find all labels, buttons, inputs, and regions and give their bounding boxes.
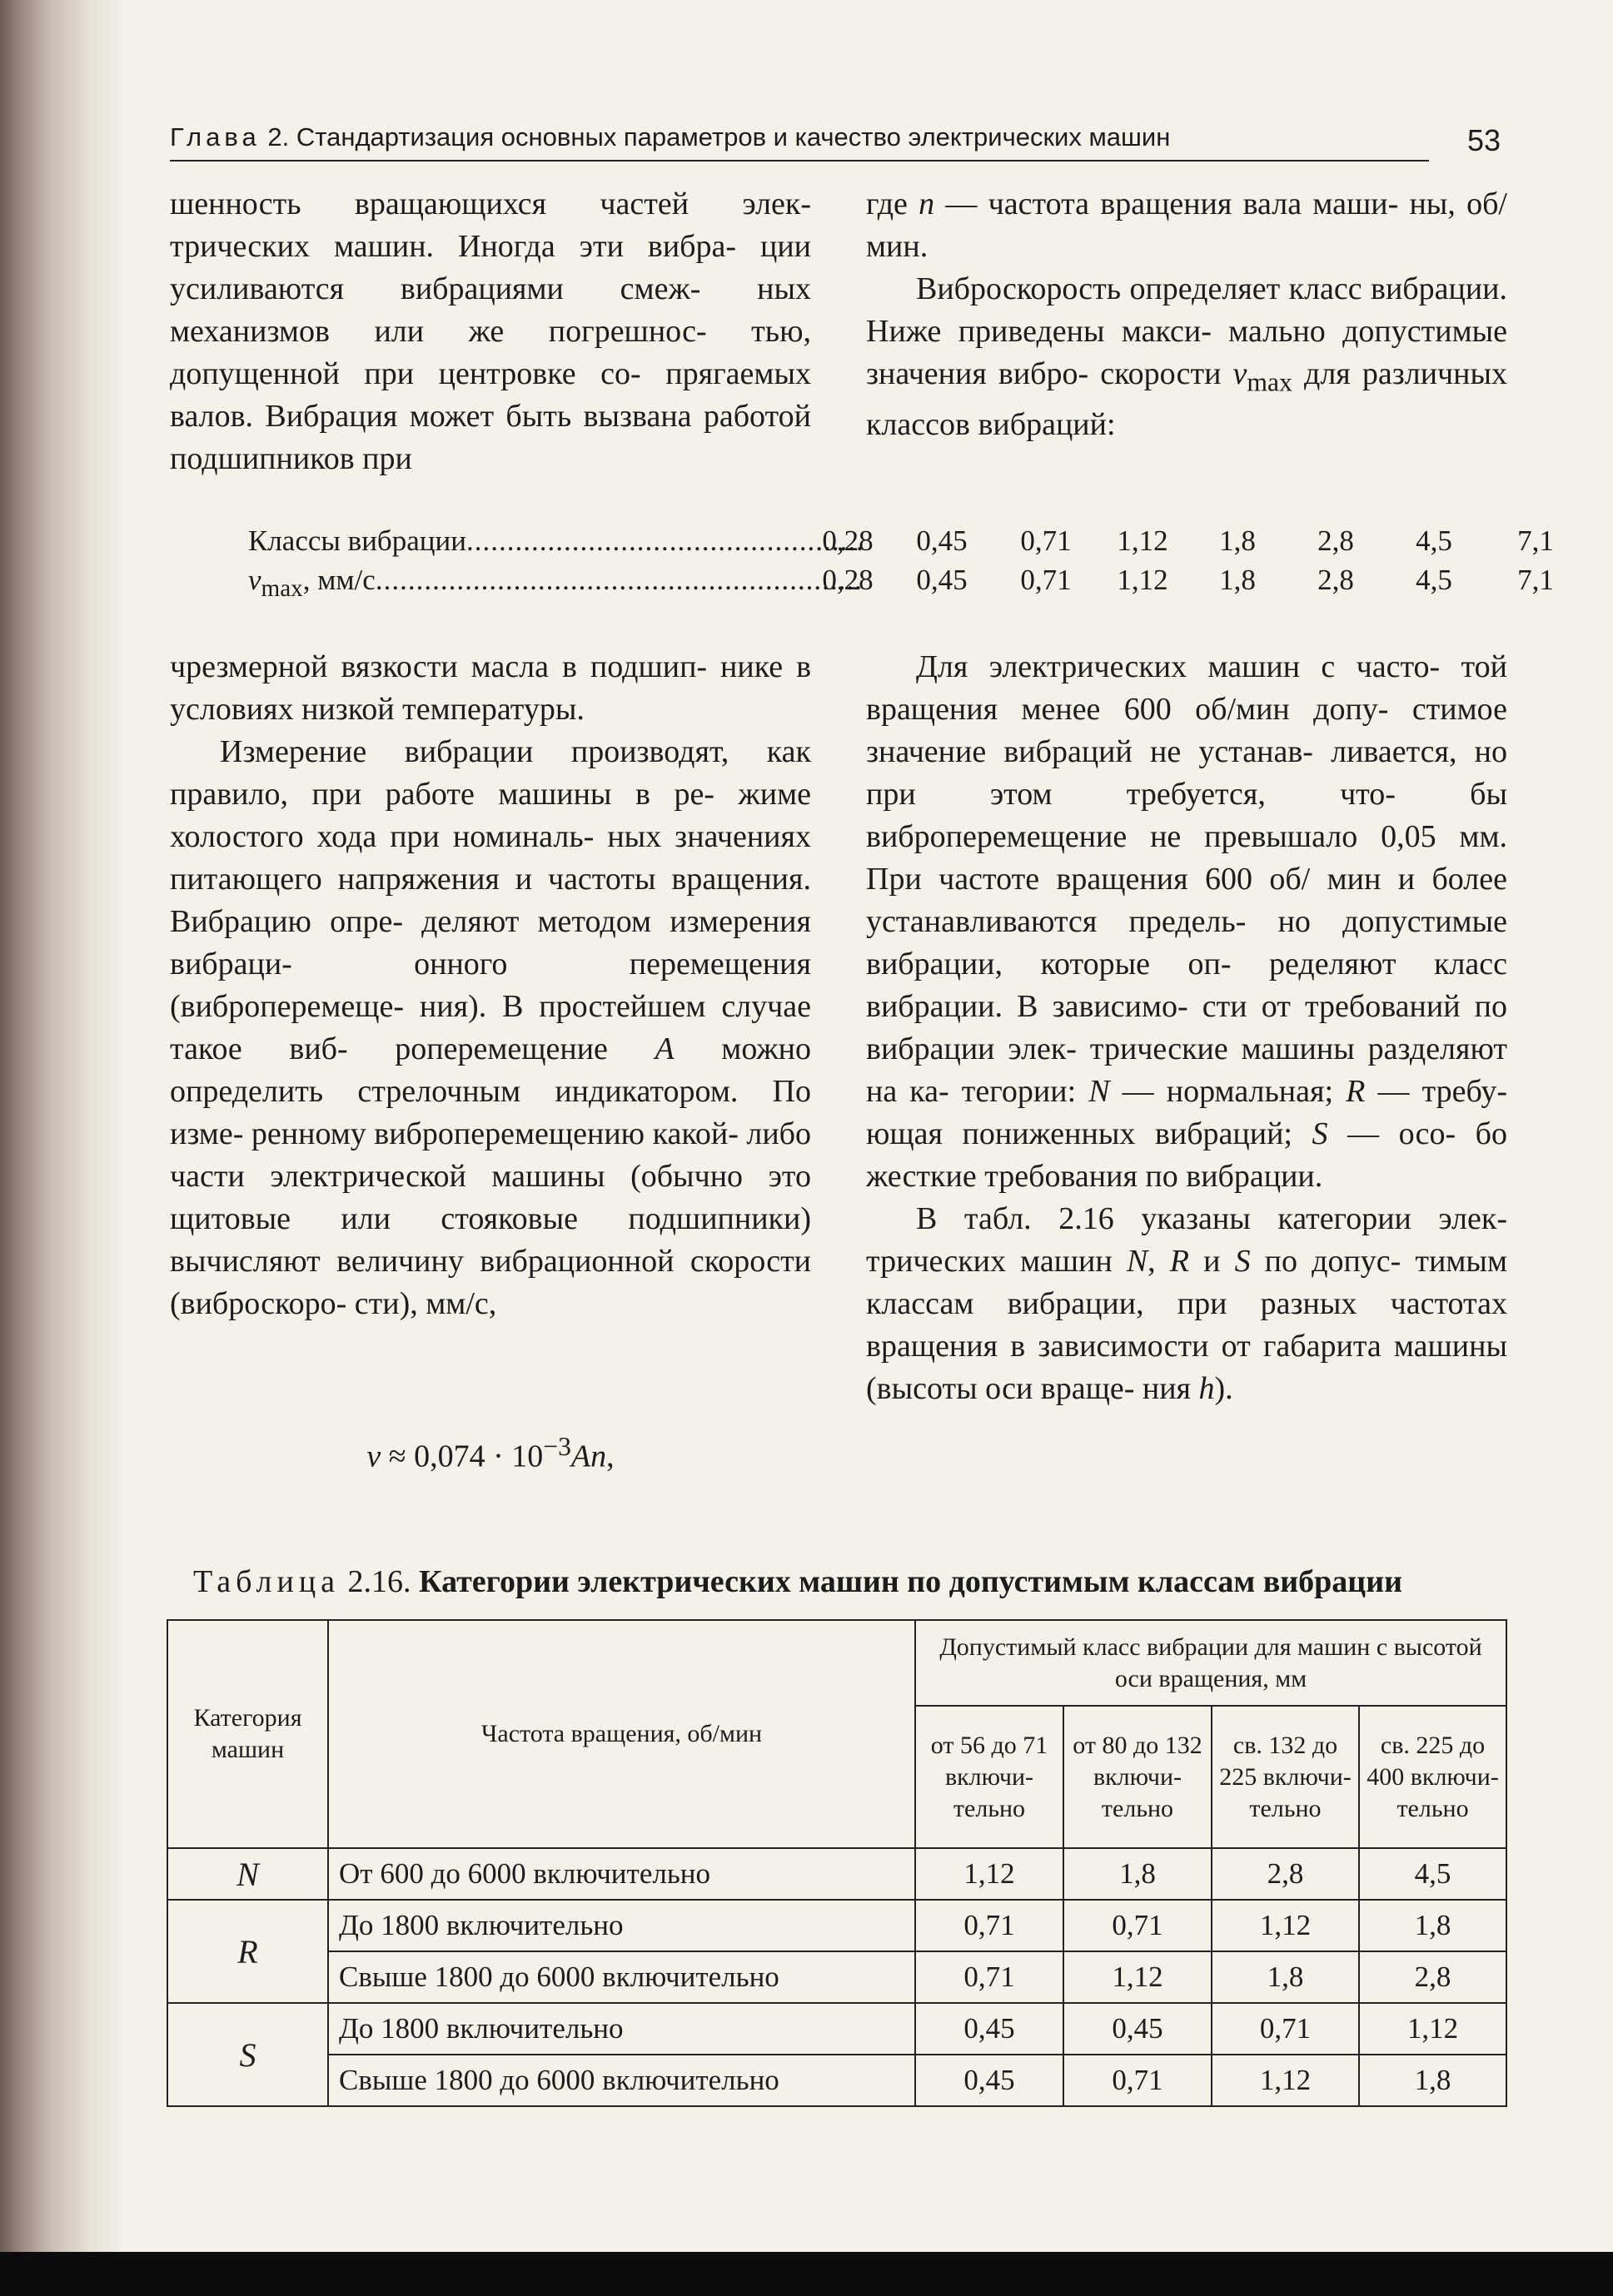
table-row (167, 2055, 1506, 2106)
text-line: но допустимые вибрации, которые оп- (866, 904, 1507, 982)
text-run: ). (1214, 1371, 1233, 1406)
value-cell: 1,8 (1063, 1848, 1212, 1900)
value-cell: 2,8 (1212, 1848, 1359, 1900)
value-cell: 0,28 (822, 524, 874, 557)
row-label (248, 521, 864, 560)
value-cell: 0,71 (1020, 564, 1072, 596)
text-run: — нормальная; (1109, 1074, 1347, 1109)
text-line: трические машины разделяют на ка- (866, 1031, 1507, 1109)
category-r: R (1169, 1244, 1189, 1279)
category-r: R (1346, 1074, 1366, 1109)
formula-exponent: −3 (543, 1432, 571, 1461)
text-line: В табл. 2.16 указаны категории элек- (916, 1201, 1507, 1236)
text-line: стимое значение вибраций не устанав- (866, 692, 1507, 769)
value-cell: 7,1 (1517, 564, 1554, 596)
variable-n: n (919, 186, 935, 221)
text-line: 0,05 мм. При частоте вращения 600 об/ (866, 819, 1508, 897)
text-line: вибрации. Ниже приведены макси- (866, 271, 1508, 349)
text-line: трических машин. Иногда эти вибра- (170, 229, 737, 264)
subscript-max: max (261, 575, 303, 602)
text-line: онного перемещения (виброперемеще- (170, 947, 811, 1024)
value-cell: 4,5 (1416, 564, 1452, 596)
category-cell: S (167, 2003, 328, 2106)
paragraph (170, 183, 811, 480)
text-run: — осо- (1327, 1116, 1456, 1151)
value-cell: 0,28 (822, 564, 874, 596)
text-line: тимым классам вибрации, при разных (866, 1244, 1507, 1321)
frequency-cell: Свыше 1800 до 6000 включительно (328, 2055, 915, 2106)
value-cell: 0,71 (1212, 2003, 1359, 2055)
variable-v: v (1232, 356, 1247, 391)
text-line: ренному виброперемещению какой- (251, 1116, 739, 1151)
text-run: и (1189, 1244, 1235, 1279)
text-line: мин и более устанавливаются предель- (866, 862, 1507, 939)
text-run: ны, об/мин. (866, 186, 1507, 264)
table-row (167, 1900, 1506, 1951)
text-run: скорости (1100, 356, 1233, 391)
table-caption (193, 1558, 1526, 1605)
text-run: по допус- (1250, 1244, 1401, 1279)
row-label (248, 560, 864, 609)
text-run: можно определить (170, 1031, 811, 1109)
value-cell: 0,71 (1020, 524, 1072, 557)
value-cell: 0,71 (915, 1951, 1063, 2003)
value-cell: 2,8 (1317, 524, 1354, 557)
value-cell: 4,5 (1416, 524, 1452, 557)
text-line: Измерение вибрации производят, (220, 734, 729, 769)
running-head (170, 115, 1429, 162)
paragraph (170, 646, 811, 731)
text-line: прягаемых валов. Вибрация может быть (170, 356, 811, 434)
text-line: деляют методом измерения вибраци- (170, 904, 811, 982)
paragraph (866, 646, 1507, 1198)
header-allowed-class: Допустимый класс вибрации для машин с высотой оси вращения, мм (915, 1620, 1506, 1706)
header-frequency: Частота вращения, об/мин (328, 1620, 915, 1848)
label-text (248, 560, 376, 609)
text-run: тегории: (961, 1074, 1089, 1109)
leader-dots (376, 560, 864, 609)
variable-h: h (1198, 1371, 1215, 1406)
table-row (167, 2003, 1506, 2055)
column-right-top (866, 183, 1507, 446)
variable-a: A (655, 1031, 675, 1066)
paragraph (866, 183, 1507, 268)
frequency-cell: Свыше 1800 до 6000 включительно (328, 1951, 915, 2003)
text-line: мально допустимые значения вибро- (866, 314, 1508, 391)
text-run: трических машин (866, 1244, 1127, 1279)
value-cell: 2,8 (1317, 564, 1354, 596)
text-run: — частота вращения вала маши- (934, 186, 1399, 221)
vibration-row-vmax (170, 560, 1554, 602)
category-n: N (1126, 1244, 1148, 1279)
text-line: ции усиливаются вибрациями смеж- (170, 229, 811, 306)
column-left-top (170, 183, 811, 480)
text-line: ных значениях питающего напряжения (170, 819, 811, 897)
vibration-row-classes (170, 521, 1554, 560)
value-cell: 2,8 (1359, 1951, 1506, 2003)
subheader-height-range: св. 132 до 225 включи-тельно (1212, 1706, 1359, 1848)
paragraph (866, 1198, 1507, 1410)
text-run: ющая пониженных вибраций; (866, 1116, 1312, 1151)
text-line: подшипники) вычисляют величину (170, 1201, 811, 1279)
vibration-class-table (170, 521, 1554, 602)
text-line: той вращения менее 600 об/мин допу- (866, 649, 1507, 727)
table-caption-number: 2.16. (340, 1564, 420, 1599)
text-line: либо части электрической машины (170, 1116, 812, 1194)
text-run: роперемещение (395, 1031, 655, 1066)
category-s: S (1234, 1244, 1251, 1279)
text-run: — требу- (1365, 1074, 1508, 1109)
page-number: 53 (1467, 123, 1501, 157)
paragraph (866, 268, 1507, 446)
unit-text: , мм/с (302, 564, 376, 596)
frequency-cell: До 1800 включительно (328, 1900, 915, 1951)
subheader-height-range: св. 225 до 400 включи-тельно (1359, 1706, 1506, 1848)
value-cell: 0,45 (916, 564, 968, 596)
value-cell: 1,8 (1359, 2055, 1506, 2106)
text-line: нике в условиях низкой температуры. (170, 649, 812, 727)
value-cell: 7,1 (1517, 524, 1554, 557)
scan-bottom-edge (0, 2252, 1613, 2296)
paragraph (170, 731, 811, 1325)
velocity-formula (170, 1422, 811, 1472)
formula-lhs: v (366, 1439, 381, 1474)
formula-tail: , (606, 1439, 615, 1474)
subheader-height-range: от 80 до 132 включи-тельно (1063, 1706, 1212, 1848)
value-cell: 0,45 (915, 2055, 1063, 2106)
text-line: (обычно это щитовые или стояковые (170, 1159, 811, 1236)
value-cell: 1,12 (1117, 564, 1168, 596)
text-line: стрелочным индикатором. По изме- (170, 1074, 811, 1151)
category-n: N (1088, 1074, 1110, 1109)
text-line: Виброскорость определяет класс (916, 271, 1362, 306)
text-line: ливается, но при этом требуется, что- (866, 734, 1508, 812)
column-left-bottom (170, 646, 811, 1325)
text-line: чрезмерной вязкости масла в подшип- (170, 649, 708, 684)
text-line: бы виброперемещение не превышало (866, 777, 1507, 854)
header-category: Категория машин (167, 1620, 328, 1848)
value-cell: 0,45 (916, 524, 968, 557)
value-cell: 1,8 (1212, 1951, 1359, 2003)
text-line: бо жесткие требования по вибрации. (866, 1116, 1508, 1194)
text-line: как правило, при работе машины в ре- (170, 734, 811, 812)
value-cell: 1,8 (1359, 1900, 1506, 1951)
value-cell: 0,45 (915, 2003, 1063, 2055)
value-cell: 1,12 (1359, 2003, 1506, 2055)
text-line: сти от требований по вибрации элек- (866, 989, 1508, 1066)
text-line: вызвана работой подшипников при (170, 399, 811, 476)
text-line: тью, допущенной при центровке со- (170, 314, 811, 391)
text-line: ных механизмов или же погрешнос- (170, 271, 812, 349)
value-cell: 1,12 (1117, 524, 1168, 557)
category-cell: R (167, 1900, 328, 2003)
variable-v: v (248, 564, 261, 596)
text-line: и частоты вращения. Вибрацию опре- (170, 862, 811, 939)
chapter-label: Глава (170, 122, 261, 152)
value-cell: 0,71 (915, 1900, 1063, 1951)
value-cell: 0,45 (1063, 2003, 1212, 2055)
text-run: ния (1142, 1371, 1199, 1406)
text-run: для различных классов (866, 356, 1508, 442)
text-line: ния). В простейшем случае такое виб- (170, 989, 811, 1066)
value-cell: 1,12 (1063, 1951, 1212, 2003)
value-cell: 0,71 (1063, 2055, 1212, 2106)
value-cell: 0,71 (1063, 1900, 1212, 1951)
vibration-category-table (167, 1619, 1507, 2107)
value-cell: 4,5 (1359, 1848, 1506, 1900)
text-line: частотах вращения в зависимости от (866, 1286, 1507, 1364)
value-cell: 1,12 (1212, 2055, 1359, 2106)
table-caption-title: Категории электрических машин по допустимым классам вибрации (419, 1564, 1402, 1599)
subheader-height-range: от 56 до 71 включи-тельно (915, 1706, 1063, 1848)
table-row (167, 1951, 1506, 2003)
book-spine-shadow (0, 0, 125, 2296)
text-line: габарита машины (высоты оси враще- (866, 1329, 1508, 1406)
text-run: , (1148, 1244, 1170, 1279)
frequency-cell: До 1800 включительно (328, 2003, 915, 2055)
category-cell: N (167, 1848, 328, 1900)
text-line: вибраций: (978, 406, 1116, 442)
leader-dots (466, 521, 864, 560)
subscript-max: max (1247, 367, 1292, 397)
formula-rhs: An (570, 1439, 607, 1474)
text-line: ределяют класс вибрации. В зависимо- (866, 947, 1508, 1024)
text-line: шенность вращающихся частей элек- (170, 186, 811, 221)
table-row (167, 1848, 1506, 1900)
value-cell: 1,12 (1212, 1900, 1359, 1951)
table-caption-label: Таблица (193, 1564, 341, 1599)
frequency-cell: От 600 до 6000 включительно (328, 1848, 915, 1900)
value-cell: 1,8 (1219, 524, 1256, 557)
text-line: Для электрических машин с часто- (916, 649, 1441, 684)
chapter-title: 2. Стандартизация основных параметров и качество электрических машин (267, 122, 1171, 152)
text-run: где (866, 186, 919, 221)
column-right-bottom (866, 646, 1507, 1410)
text-line: жиме холостого хода при номиналь- (170, 777, 812, 854)
value-cell: 1,12 (915, 1848, 1063, 1900)
category-s: S (1312, 1116, 1328, 1151)
value-cell: 1,8 (1219, 564, 1256, 596)
formula-coefficient: ≈ 0,074 · 10 (381, 1439, 544, 1474)
text-line: вибрационной скорости (виброскоро- (170, 1244, 812, 1321)
text-line: сти), мм/с, (354, 1286, 497, 1321)
label-text: Классы вибрации (248, 524, 466, 557)
table-header-row (167, 1620, 1506, 1706)
